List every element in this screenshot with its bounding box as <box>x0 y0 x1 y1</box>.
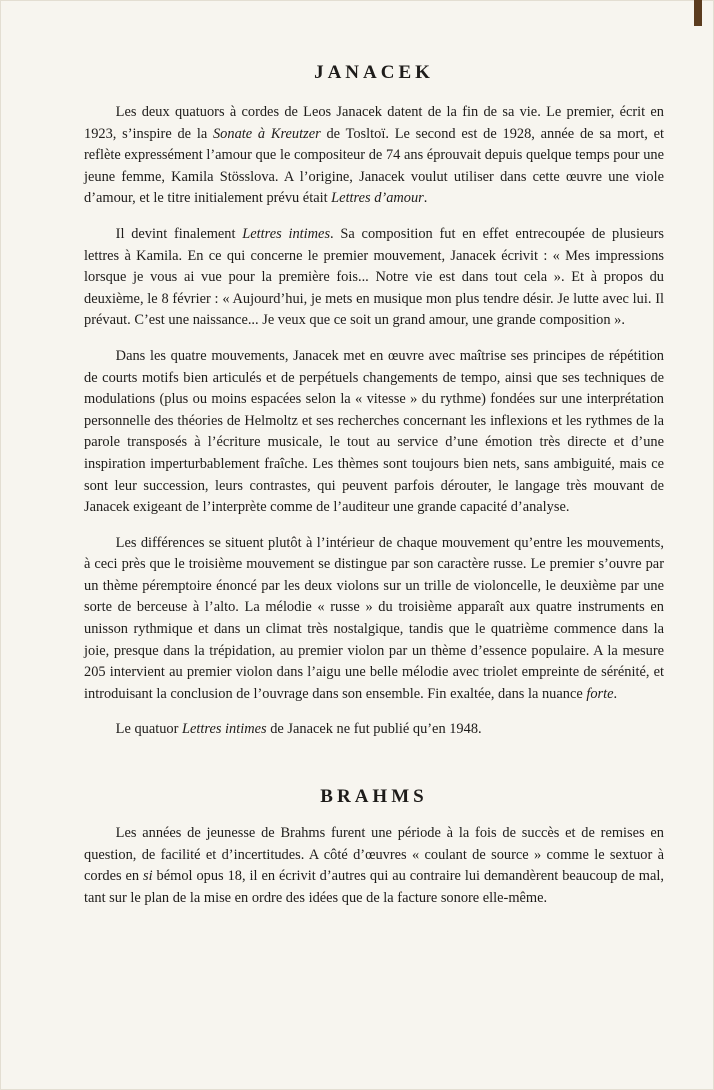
text-run: de Janacek ne fut publié qu’en 1948. <box>266 721 482 738</box>
janacek-paragraph <box>84 346 664 519</box>
brahms-paragraph <box>84 823 664 909</box>
italic-title: Sonate à Kreutzer <box>212 125 321 142</box>
italic-title: Lettres intimes <box>242 225 331 242</box>
page-content <box>84 56 664 923</box>
italic-title: si <box>143 868 153 885</box>
janacek-section <box>84 102 664 741</box>
brahms-heading: BRAHMS <box>320 786 428 808</box>
janacek-heading: JANACEK <box>314 62 434 83</box>
corner-mark <box>694 0 702 26</box>
text-run: . Sa composition fut en effet entrecoupée de plusieurs lettres à Kamila. En ce qui concerne le premier mouvement, Janacek écrivit : « Mes impressions lorsque je vous ai vue pour la première fois... Notre vie est dans tout cela ». Et à propos du deuxième, le 8 février : « Aujourd’hui, je mets en musique mon plus tendre désir. Je lutte avec lui. Il prévaut. C’est une naissance... Je veux que ce soit un grand amour, une grande composition ». <box>84 225 665 329</box>
italic-title: forte <box>586 685 614 702</box>
text-run: Dans les quatre mouvements, Janacek met en œuvre avec maîtrise ses principes de répétition de courts motifs bien articulés et de perpétuels changements de tempo, ainsi que ses techniques de modulations (plus ou moins espacées selon la « vitesse » du rythme) fondées sur une interprétation personnelle des théories de Helmoltz et ses recherches concernant les inflexions et les rythmes de la parole transposés à l’écriture musicale, le tout au service d’une émotion très directe et d’une inspiration imperturbablement fraîche. Les thèmes sont toujours bien nets, sans ambiguité, mais ce sont leur succession, leurs contrastes, qui peuvent parfois dérouter, le langage très mouvant de Janacek exigeant de l’interprète comme de l’auditeur une grande capacité d’analyse. <box>84 347 664 516</box>
text-run: Les différences se situent plutôt à l’intérieur de chaque mouvement qu’entre les mouvements, à ceci près que le troisième mouvement se distingue par son caractère russe. Le premier s’ouvre par un thème péremptoire énoncé par les deux violons sur un trille de violoncelle, le deuxième par une sorte de berceuse à l’alto. La mélodie « russe » du troisième apparaît aux quatre instruments en unisson rythmique et dans un climat très nostalgique, tandis que le quatrième commence dans la joie, presque dans la trépidation, au premier violon par un thème d’essence populaire. A la mesure 205 intervient au premier violon dans l’aigu une belle mélodie avec triolet empreinte de sérénité, et introduisant la conclusion de l’ouvrage dans son ensemble. Fin exaltée, dans la nuance <box>84 534 664 702</box>
text-run: . <box>613 685 618 702</box>
text-run: Il devint finalement <box>115 225 243 242</box>
text-run: Les deux quatuors à cordes de Leos Janacek datent de la fin de sa vie. Le premier, écrit en 1923, s’inspire de la <box>84 104 664 142</box>
text-run: bémol opus 18, il en écrivit d’autres qui au contraire lui demandèrent beaucoup de mal, tant sur le plan de la mise en ordre des idées que de la facture sonore elle-même. <box>84 868 664 906</box>
janacek-paragraph <box>84 719 664 741</box>
text-run: de Tosltoï. Le second est de 1928, année de sa mort, et reflète expressément l’amour que le compositeur de 74 ans éprouvait depuis quelque temps pour une jeune femme, Kamila Stösslova. A l’origine, Janacek voulut utiliser dans cette œuvre une viole d’amour, et le titre initialement prévu était <box>84 125 665 207</box>
text-run: . <box>423 190 428 207</box>
text-run: Le quatuor <box>115 721 183 738</box>
text-run: Les années de jeunesse de Brahms furent une période à la fois de succès et de remises en question, de facilité et d’incertitudes. A côté d’œuvres « coulant de source » comme le sextuor à cordes en <box>84 825 664 885</box>
janacek-paragraph <box>84 224 664 332</box>
brahms-section <box>84 823 664 909</box>
janacek-paragraph <box>84 533 664 706</box>
italic-title: Lettres intimes <box>182 721 267 738</box>
italic-title: Lettres d’amour <box>331 190 424 207</box>
janacek-paragraph <box>84 102 664 210</box>
